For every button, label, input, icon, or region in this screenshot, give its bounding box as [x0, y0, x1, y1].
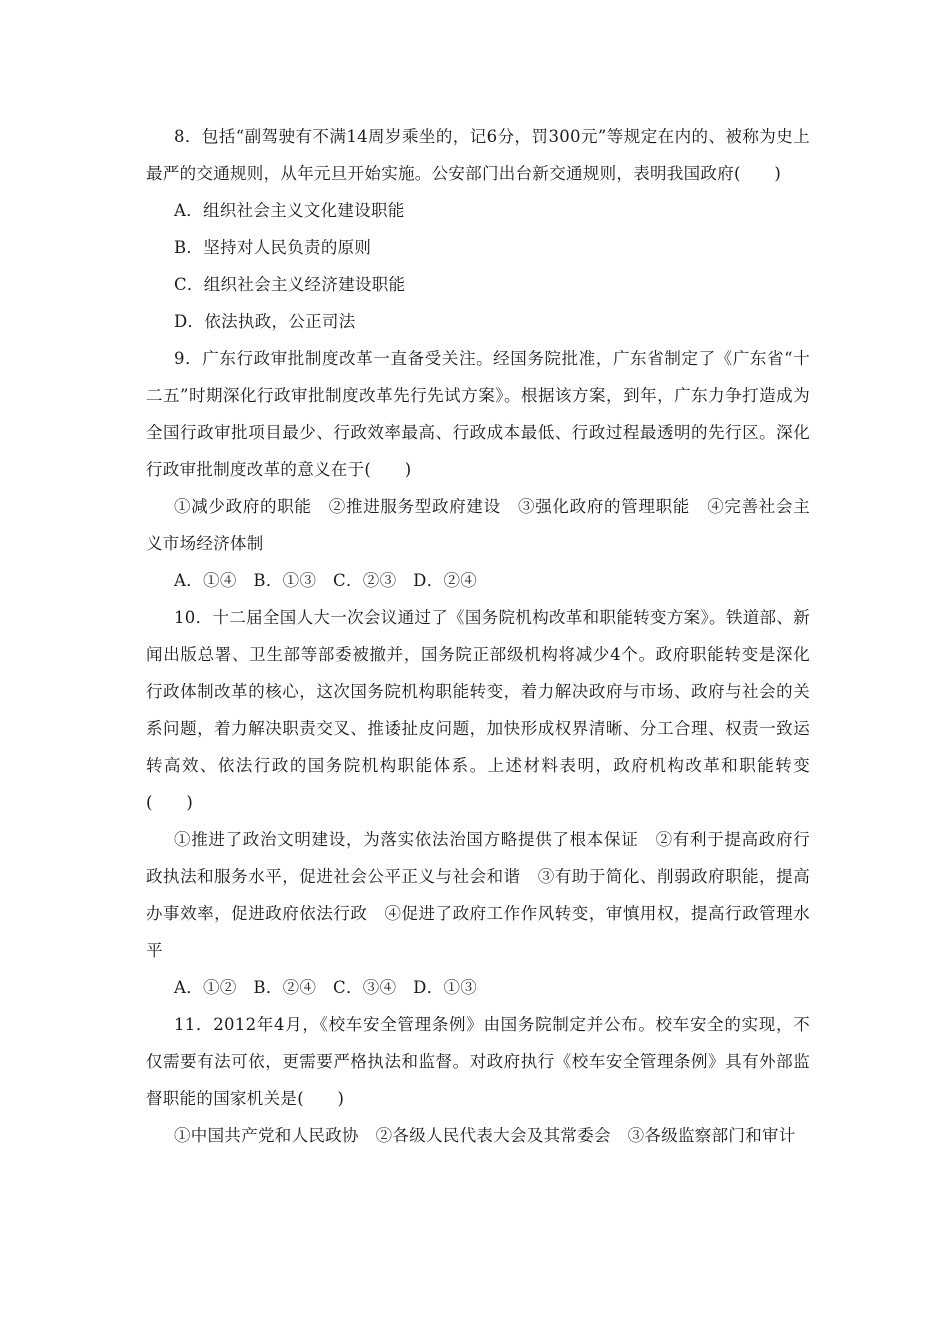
question-8-stem: 8．包括“副驾驶有不满14周岁乘坐的，记6分，罚300元”等规定在内的、被称为史上最严的交通规则，从年元旦开始实施。公安部门出台新交通规则，表明我国政府( ) — [146, 127, 810, 183]
question-10 — [146, 599, 810, 1006]
question-9-choices: A．①④ B．①③ C．②③ D．②④ — [174, 571, 478, 590]
question-11-statements: ①中国共产党和人民政协 ②各级人民代表大会及其常委会 ③各级监察部门和审计 — [174, 1126, 796, 1145]
question-8-option-a: A．组织社会主义文化建设职能 — [174, 201, 405, 220]
question-8-option-d: D．依法执政，公正司法 — [174, 312, 356, 331]
question-9-stem: 9．广东行政审批制度改革一直备受关注。经国务院批准，广东省制定了《广东省“十二五”时期深化行政审批制度改革先行先试方案》。根据该方案，到年，广东力争打造成为全国行政审批项目最少、行政效率最高、行政成本最低、行政过程最透明的先行区。深化行政审批制度改革的意义在于( ) — [146, 349, 810, 479]
page-content — [146, 118, 810, 1154]
question-9-statements: ①减少政府的职能 ②推进服务型政府建设 ③强化政府的管理职能 ④完善社会主义市场经济体制 — [146, 497, 810, 553]
question-8-option-b: B．坚持对人民负责的原则 — [174, 238, 372, 257]
question-8-option-c: C．组织社会主义经济建设职能 — [174, 275, 406, 294]
question-11 — [146, 1006, 810, 1154]
question-10-choices: A．①② B．②④ C．③④ D．①③ — [174, 978, 478, 997]
question-10-statements: ①推进了政治文明建设，为落实依法治国方略提供了根本保证 ②有利于提高政府行政执法和服务水平，促进社会公平正义与社会和谐 ③有助于简化、削弱政府职能，提高办事效率，促进政府依法行政 ④促进了政府工作作风转变，审慎用权，提高行政管理水平 — [146, 830, 810, 960]
question-11-stem: 11．2012年4月，《校车安全管理条例》由国务院制定并公布。校车安全的实现，不仅需要有法可依，更需要严格执法和监督。对政府执行《校车安全管理条例》具有外部监督职能的国家机关是( ) — [146, 1015, 810, 1108]
question-10-stem: 10．十二届全国人大一次会议通过了《国务院机构改革和职能转变方案》。铁道部、新闻出版总署、卫生部等部委被撤并，国务院正部级机构将减少4个。政府职能转变是深化行政体制改革的核心，这次国务院机构职能转变，着力解决政府与市场、政府与社会的关系问题，着力解决职责交叉、推诿扯皮问题，加快形成权界清晰、分工合理、权责一致运转高效、依法行政的国务院机构职能体系。上述材料表明，政府机构改革和职能转变( ) — [146, 608, 810, 812]
question-8 — [146, 118, 810, 340]
question-9 — [146, 340, 810, 599]
